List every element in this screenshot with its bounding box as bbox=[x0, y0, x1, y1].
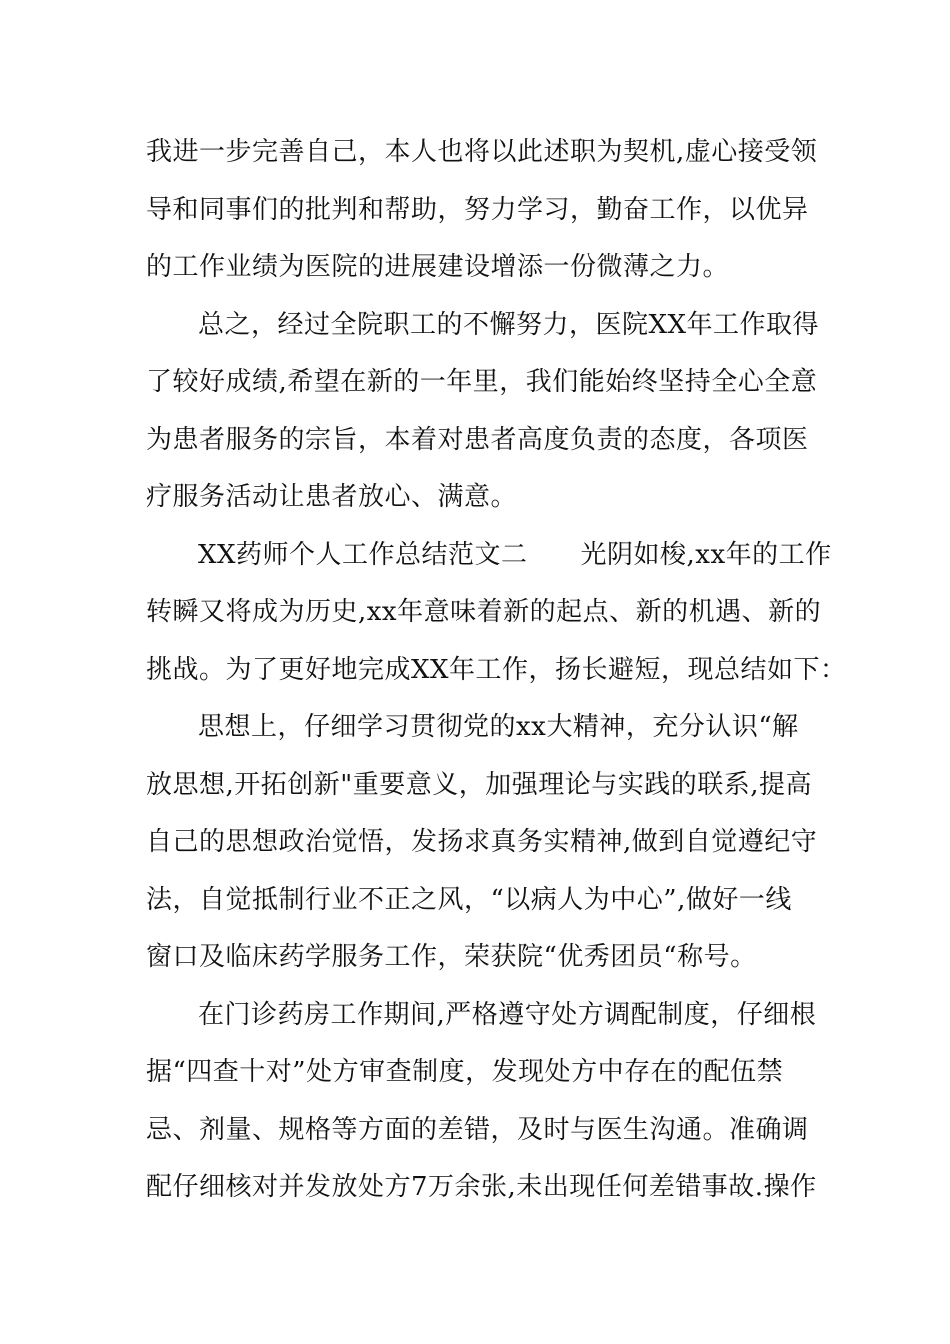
text-line: 在门诊药房工作期间,严格遵守处方调配制度，仔细根 bbox=[198, 999, 817, 1030]
text-line: 转瞬又将成为历史,xx年意味着新的起点、新的机遇、新的 bbox=[146, 597, 822, 627]
text-line: 挑战。为了更好地完成XX年工作，扬长避短，现总结如下： bbox=[146, 654, 847, 685]
text-line: 我进一步完善自己，本人也将以此述职为契机,虚心接受领 bbox=[146, 137, 818, 167]
text-line: 导和同事们的批判和帮助，努力学习，勤奋工作，以优异 bbox=[146, 194, 809, 225]
document-body bbox=[146, 124, 847, 1217]
text-line: 配仔细核对并发放处方7万余张,未出现任何差错事故.操作 bbox=[146, 1172, 817, 1202]
text-line: 疗服务活动让患者放心、满意。 bbox=[146, 482, 518, 512]
text-line: 自己的思想政治觉悟，发扬求真务实精神,做到自觉遵纪守 bbox=[146, 827, 818, 857]
text-line: 法，自觉抵制行业不正之风，“以病人为中心”,做好一线 bbox=[146, 884, 792, 915]
text-line: 窗口及临床药学服务工作，荣获院“优秀团员“称号。 bbox=[146, 942, 757, 972]
text-line: 思想上，仔细学习贯彻党的xx大精神，充分认识“解 bbox=[198, 712, 799, 742]
text-line: 放思想,开拓创新"重要意义，加强理论与实践的联系,提高 bbox=[146, 769, 812, 800]
text-line: 总之，经过全院职工的不懈努力，医院XX年工作取得 bbox=[198, 309, 820, 340]
paragraph-2 bbox=[146, 297, 820, 527]
text-line: 的工作业绩为医院的进展建设增添一份微薄之力。 bbox=[146, 252, 730, 282]
text-line: 了较好成绩,希望在新的一年里，我们能始终坚持全心全意 bbox=[146, 367, 818, 397]
paragraph-1 bbox=[146, 124, 818, 297]
paragraph-3 bbox=[146, 527, 847, 700]
text-line: XX药师个人工作总结范文二 光阴如梭,xx年的工作 bbox=[198, 539, 832, 570]
paragraph-4 bbox=[146, 699, 818, 987]
text-line: 据“四查十对”处方审查制度，发现处方中存在的配伍禁 bbox=[146, 1057, 784, 1087]
text-line: 忌、剂量、规格等方面的差错，及时与医生沟通。准确调 bbox=[146, 1114, 809, 1145]
text-line: 为患者服务的宗旨，本着对患者高度负责的态度，各项医 bbox=[146, 424, 809, 455]
paragraph-5 bbox=[146, 987, 817, 1217]
